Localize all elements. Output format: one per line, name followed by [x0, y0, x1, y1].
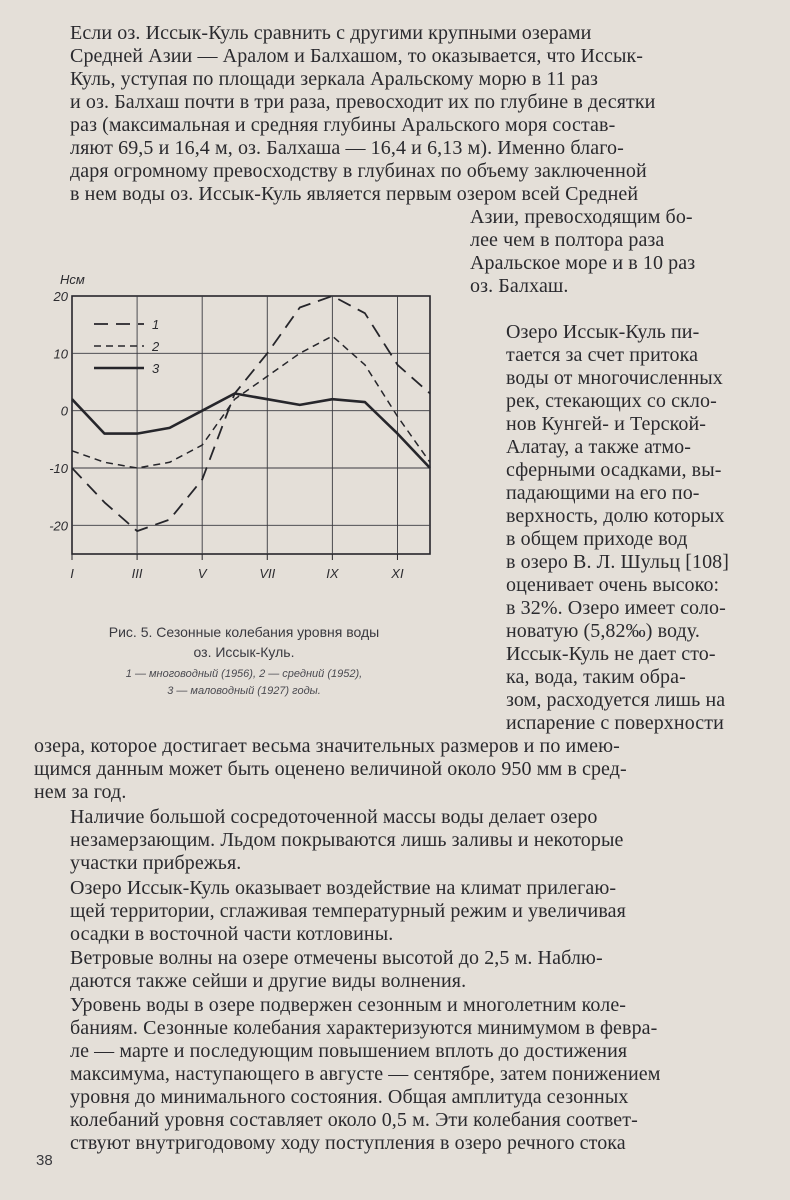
paragraph-waves [34, 947, 766, 993]
figure-caption [34, 622, 454, 700]
data-point-series-2 [71, 450, 73, 452]
data-point-series-3 [266, 398, 268, 400]
text-line: в озеро В. Л. Шульц [108] [506, 551, 730, 573]
legend-label: 3 [152, 361, 160, 376]
text-line: нем за год. [34, 781, 127, 803]
text-line: раз (максимальная и средняя глубины Аральского моря состав- [70, 114, 616, 136]
page-number: 38 [36, 1152, 53, 1169]
data-point-series-1 [168, 518, 170, 520]
data-point-series-3 [299, 404, 301, 406]
data-point-series-3 [396, 432, 398, 434]
text-line: тается за счет притока [506, 344, 699, 366]
text-line: Озеро Иссык-Куль оказывает воздействие на климат прилегаю- [70, 877, 617, 899]
data-point-series-3 [429, 467, 431, 469]
caption-legend [34, 666, 454, 700]
data-point-series-1 [331, 295, 333, 297]
text-line: падающими на его по- [506, 482, 700, 504]
text-line: Наличие большой сосредоточенной массы воды делает озеро [70, 806, 598, 828]
legend-label: 1 [152, 317, 160, 332]
text-line: зом, расходуется лишь на [506, 689, 726, 711]
data-point-series-2 [136, 467, 138, 469]
data-point-series-2 [396, 415, 398, 417]
text-line: сферными осадками, вы- [506, 459, 722, 481]
paragraph-comparison-continued [470, 206, 766, 298]
x-tick-label: IX [326, 566, 339, 581]
text-line: в нем воды оз. Иссык-Куль является первым озером всей Средней [70, 183, 639, 205]
text-line: ле — марте и последующим повышением вплоть до достижения [70, 1040, 628, 1062]
data-point-series-1 [266, 352, 268, 354]
text-line: щей территории, сглаживая температурный режим и увеличивая [70, 900, 626, 922]
text-line: лее чем в полтора раза [470, 229, 665, 251]
caption-legend-line2: 3 — маловодный (1927) годы. [167, 685, 321, 697]
x-tick-label: VII [259, 566, 276, 581]
data-point-series-3 [71, 398, 73, 400]
text-line: Средней Азии — Аралом и Балхашом, то оказывается, что Иссык- [70, 45, 644, 67]
text-line: Алатау, а также атмо- [506, 436, 692, 458]
text-line: новатую (5,82‰) воду. [506, 620, 700, 642]
data-point-series-3 [364, 401, 366, 403]
text-line: осадки в восточной части котловины. [70, 923, 394, 945]
caption-title [34, 622, 454, 662]
data-point-series-2 [266, 375, 268, 377]
series-line-2 [72, 336, 430, 468]
data-point-series-1 [201, 478, 203, 480]
text-line: колебаний уровня составляет около 0,5 м. Эти колебания соответ- [70, 1109, 638, 1131]
text-line: рек, стекающих со скло- [506, 390, 717, 412]
y-tick-label: 20 [53, 289, 68, 304]
data-point-series-1 [299, 306, 301, 308]
text-line: в общем приходе вод [506, 528, 688, 550]
data-point-series-3 [168, 427, 170, 429]
data-point-series-1 [396, 364, 398, 366]
text-line: Аральское море и в 10 раз [470, 252, 696, 274]
text-line: щимся данным может быть оценено величиной около 950 мм в сред- [34, 758, 627, 780]
data-point-series-1 [71, 467, 73, 469]
caption-legend-line1: 1 — многоводный (1956), 2 — средний (1952), [125, 668, 363, 680]
chart-frame [72, 296, 430, 554]
text-line: даря огромному превосходству в глубинах по объему заключенной [70, 160, 647, 182]
y-tick-label: -10 [49, 461, 68, 476]
text-line: ствуют внутригодовому ходу поступления в озеро речного стока [70, 1132, 626, 1154]
paragraph-lake-feeding [470, 321, 766, 735]
data-point-series-3 [331, 398, 333, 400]
text-line: Уровень воды в озере подвержен сезонным и многолетним коле- [70, 994, 627, 1016]
text-line: уровня до минимального состояния. Общая амплитуда сезонных [70, 1086, 629, 1108]
data-point-series-2 [331, 335, 333, 337]
paragraph-level-fluctuations [34, 994, 766, 1155]
text-line: ка, вода, таким обра- [506, 666, 686, 688]
x-tick-label: V [197, 566, 207, 581]
text-line: Озеро Иссык-Куль пи- [506, 321, 700, 343]
x-tick-label: I [70, 566, 74, 581]
paragraph-climate [34, 877, 766, 946]
text-line: Иссык-Куль не дает сто- [506, 643, 716, 665]
text-line: ляют 69,5 и 16,4 м, оз. Балхаша — 16,4 и 6,13 м). Именно благо- [70, 137, 624, 159]
text-line: Ветровые волны на озере отмечены высотой до 2,5 м. Наблю- [70, 947, 603, 969]
text-line: оз. Балхаш. [470, 275, 569, 297]
data-point-series-1 [429, 392, 431, 394]
text-line: незамерзающим. Льдом покрываются лишь заливы и некоторые [70, 829, 624, 851]
text-line: верхность, долю которых [506, 505, 725, 527]
data-point-series-3 [103, 432, 105, 434]
x-tick-label: III [131, 566, 143, 581]
data-point-series-1 [136, 530, 138, 532]
paragraph-lake-feeding-continued [34, 735, 766, 804]
data-point-series-2 [168, 461, 170, 463]
data-point-series-3 [136, 432, 138, 434]
text-line: воды от многочисленных [506, 367, 723, 389]
paragraph-comparison [34, 22, 766, 206]
data-point-series-2 [299, 352, 301, 354]
text-line: участки прибрежья. [70, 852, 242, 874]
y-tick-label: 10 [53, 346, 68, 362]
data-point-series-2 [103, 461, 105, 463]
legend-label: 2 [152, 339, 160, 354]
data-point-series-1 [364, 312, 366, 314]
data-point-series-1 [103, 501, 105, 503]
text-line: нов Кунгей- и Терской- [506, 413, 707, 435]
caption-title-line2: оз. Иссык-Куль. [193, 644, 295, 660]
text-line: Если оз. Иссык-Куль сравнить с другими крупными озерами [70, 22, 592, 44]
data-point-series-2 [201, 444, 203, 446]
data-point-series-2 [429, 461, 431, 463]
y-axis-label: Hсм [60, 272, 85, 287]
data-point-series-2 [234, 398, 236, 400]
text-line: в 32%. Озеро имеет соло- [506, 597, 726, 619]
data-point-series-2 [364, 364, 366, 366]
text-line: Азии, превосходящим бо- [470, 206, 693, 228]
caption-title-line1: Рис. 5. Сезонные колебания уровня воды [108, 624, 380, 640]
paragraph-freezing [34, 806, 766, 875]
text-line: и оз. Балхаш почти в три раза, превосходит их по глубине в десятки [70, 91, 656, 113]
water-level-chart [28, 262, 448, 602]
text-line: озера, которое достигает весьма значительных размеров и по имею- [34, 735, 620, 757]
text-line: максимума, наступающего в августе — сентябре, затем понижением [70, 1063, 661, 1085]
text-line: испарение с поверхности [506, 712, 724, 734]
x-tick-label: XI [391, 566, 404, 581]
text-line: баниям. Сезонные колебания характеризуются минимумом в февра- [70, 1017, 658, 1039]
text-line: даются также сейши и другие виды волнения. [70, 970, 467, 992]
text-line: оценивает очень высоко: [506, 574, 720, 596]
data-point-series-3 [234, 392, 236, 394]
series-line-3 [72, 394, 430, 469]
data-point-series-3 [201, 409, 203, 411]
text-line: Куль, уступая по площади зеркала Аральскому морю в 11 раз [70, 68, 599, 90]
y-tick-label: -20 [49, 518, 68, 534]
y-tick-label: 0 [60, 403, 68, 419]
